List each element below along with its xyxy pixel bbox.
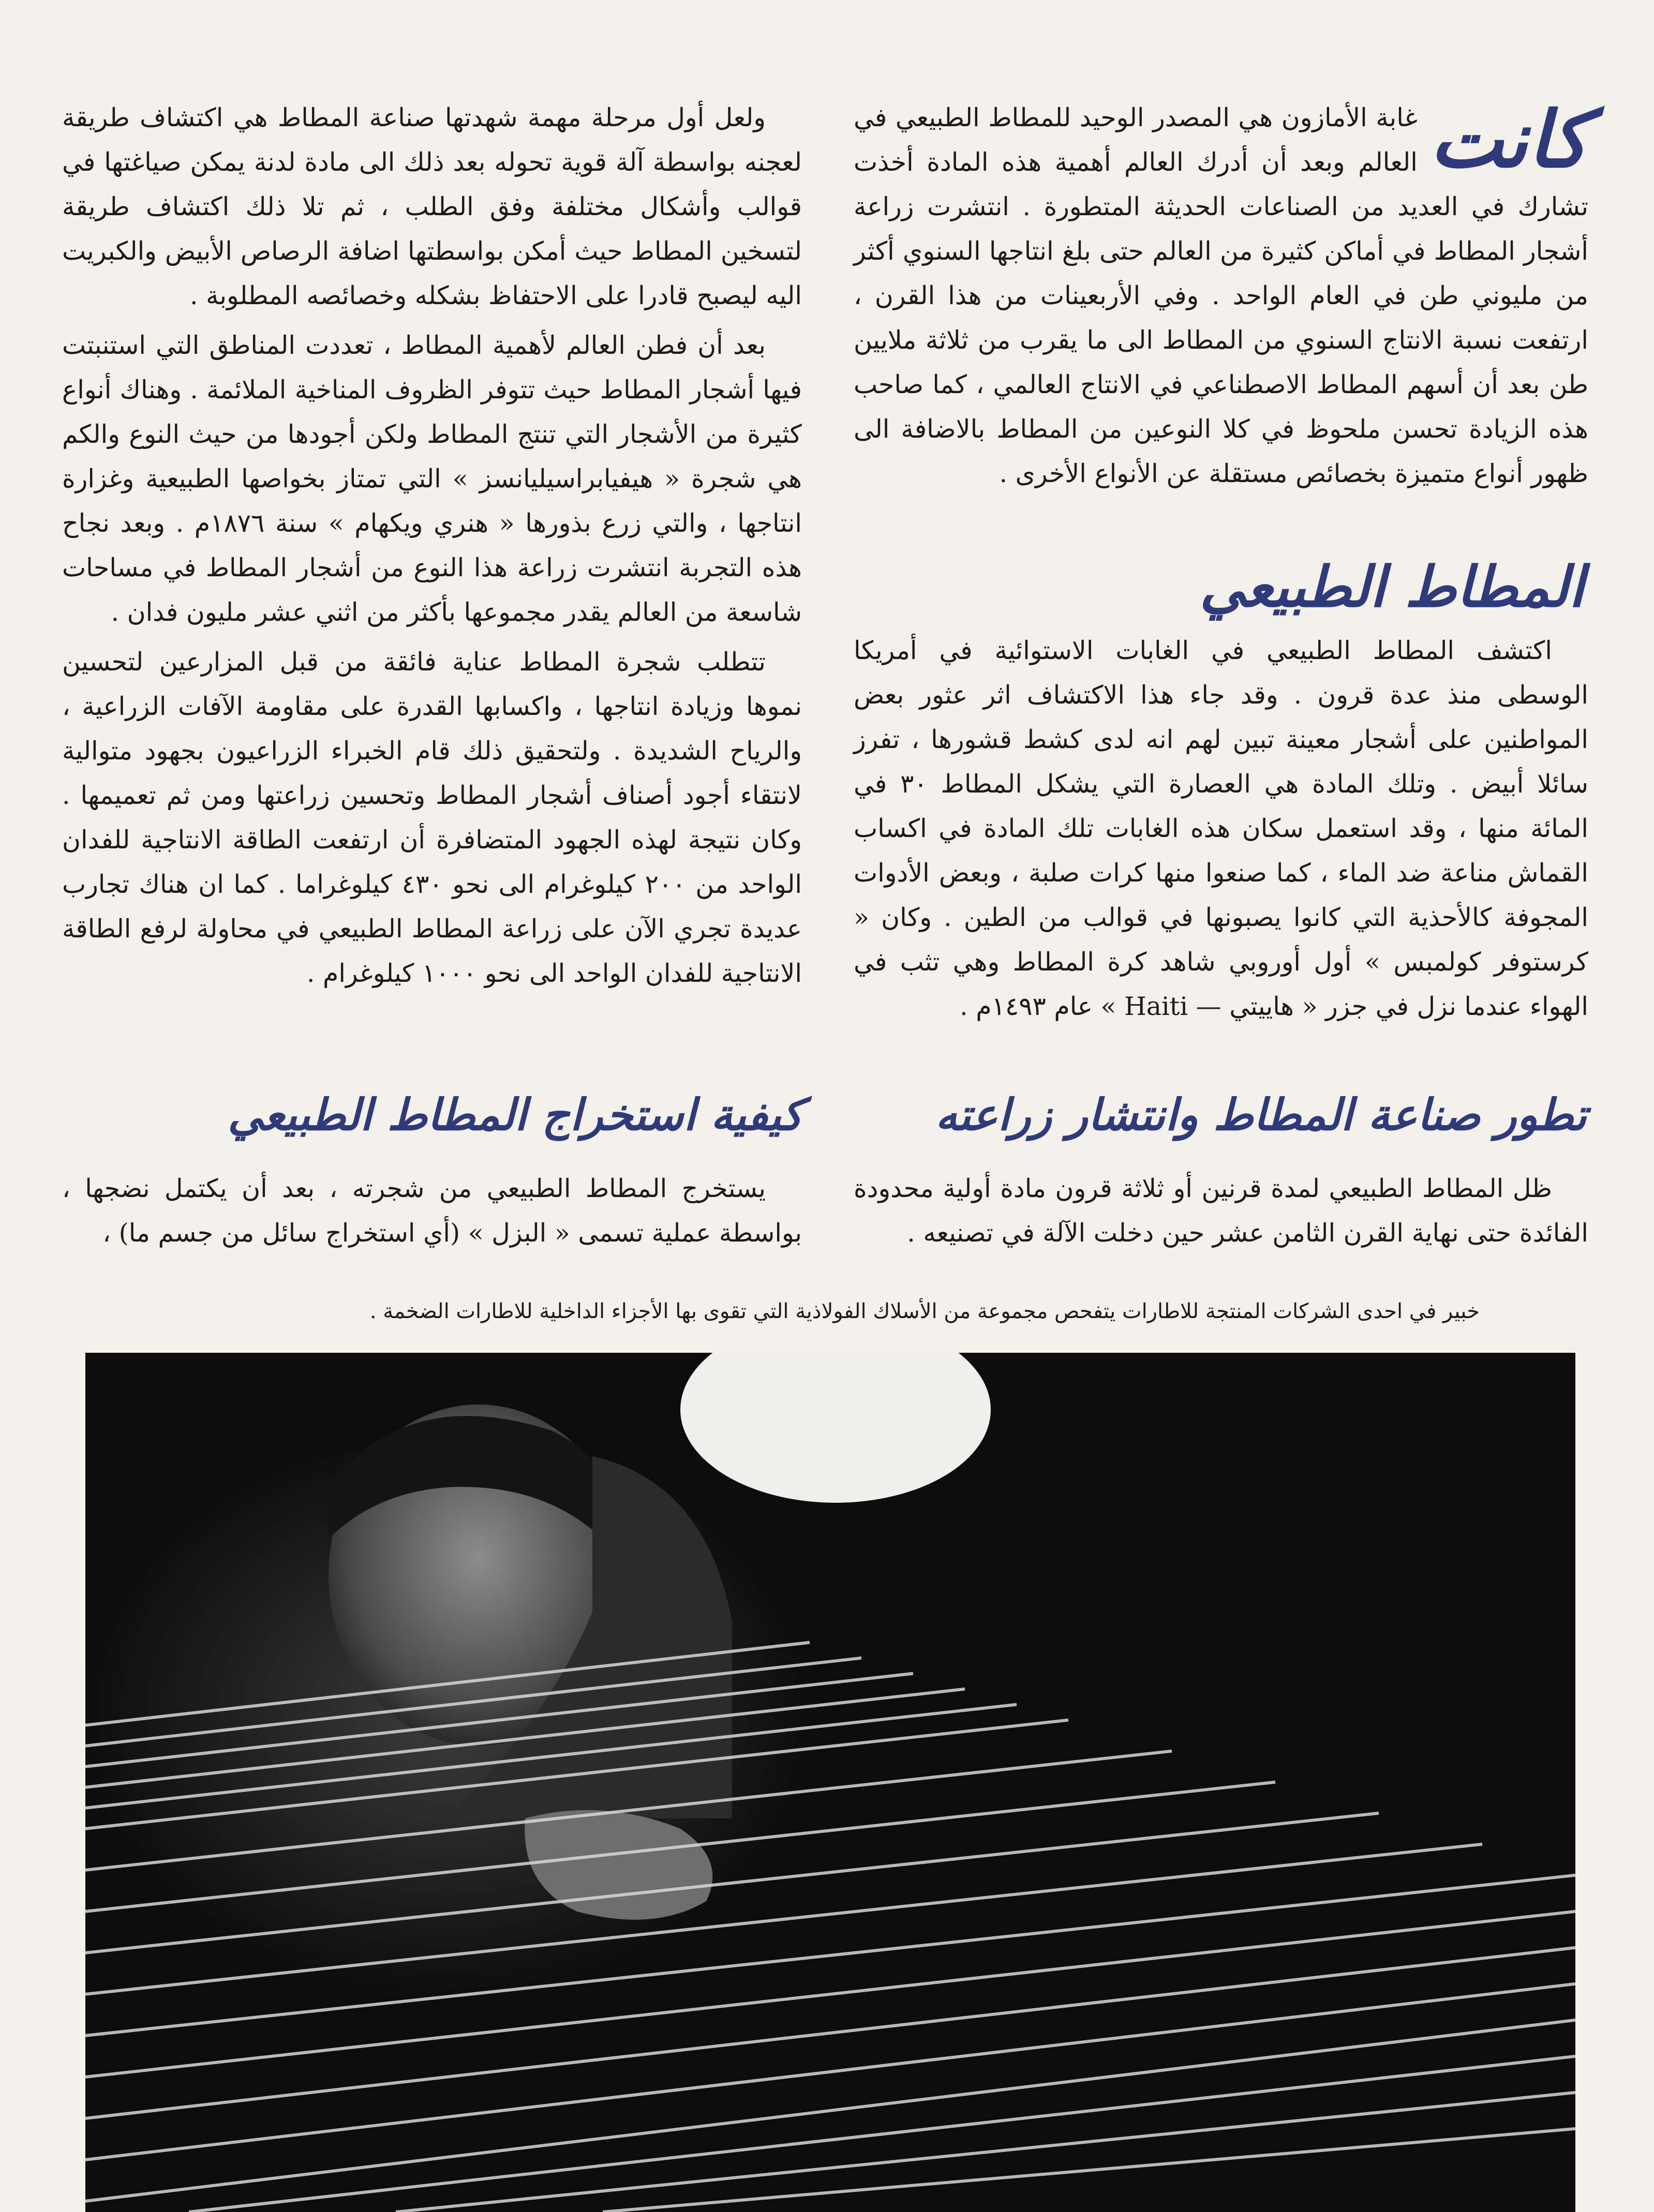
section2-paragraph: ظل المطاط الطبيعي لمدة قرنين أو ثلاثة قرون مادة أولية محدودة الفائدة حتى نهاية القرن الثامن عشر حين دخلت الآلة في تصنيعه . bbox=[854, 1174, 1588, 1248]
section1-column bbox=[854, 629, 1588, 1034]
section3-paragraph: يستخرج المطاط الطبيعي من شجرته ، بعد أن يكتمل نضجها ، بواسطة عملية تسمى « البزل » (أي استخراج سائل من جسم ما) ، bbox=[62, 1174, 802, 1248]
lamp-shade bbox=[680, 1353, 991, 1503]
heading-rubber-industry: تطور صناعة المطاط وانتشار زراعته bbox=[935, 1089, 1587, 1140]
dropcap: كانت bbox=[1429, 94, 1588, 185]
left-column bbox=[62, 96, 802, 1001]
section3-column bbox=[62, 1167, 802, 1261]
intro-column bbox=[854, 96, 1588, 501]
photo-illustration bbox=[85, 1353, 1575, 2212]
photo-tire-expert bbox=[85, 1353, 1575, 2212]
left-paragraph-2: بعد أن فطن العالم لأهمية المطاط ، تعددت المناطق التي استنبتت فيها أشجار المطاط حيث تتوفر الظروف المناخية الملائمة . وهناك أنواع كثيرة من الأشجار التي تنتج المطاط ولكن أجودها من حيث النوع والكم هي شجرة « هيفيابراسيليانسز » التي تمتاز بخواصها الطبيعية وغزارة انتاجها ، والتي زرع بذورها « هنري ويكهام » سنة ١٨٧٦م . وبعد نجاح هذه التجربة انتشرت زراعة هذا النوع من أشجار المطاط في مساحات شاسعة من العالم يقدر مجموعها بأكثر من اثني عشر مليون فدان . bbox=[62, 331, 802, 627]
left-paragraph-1: ولعل أول مرحلة مهمة شهدتها صناعة المطاط هي اكتشاف طريقة لعجنه بواسطة آلة قوية تحوله بعد ذلك الى مادة لدنة يمكن صياغتها في قوالب وأشكال مختلفة وفق الطلب ، ثم تلا ذلك اكتشاف طريقة لتسخين المطاط حيث أمكن بواسطتها اضافة الرصاص الأبيض والكبريت اليه ليصبح قادرا على الاحتفاظ بشكله وخصائصه المطلوبة . bbox=[62, 103, 802, 310]
section2-column bbox=[854, 1167, 1588, 1261]
photo-caption: خبير في احدى الشركات المنتجة للاطارات يتفحص مجموعة من الأسلاك الفولاذية التي تقوى بها الأجزاء الداخلية للاطارات الضخمة . bbox=[369, 1299, 1480, 1323]
left-paragraph-3: تتطلب شجرة المطاط عناية فائقة من قبل المزارعين لتحسين نموها وزيادة انتاجها ، واكسابها القدرة على مقاومة الآفات الزراعية ، والرياح الشديدة . ولتحقيق ذلك قام الخبراء الزراعيون بجهود متوالية لانتقاء أجود أصناف أشجار المطاط وتحسين زراعتها ومن ثم تعميمها . وكان نتيجة لهذه الجهود المتضافرة أن ارتفعت الطاقة الانتاجية للفدان الواحد من ٢٠٠ كيلوغرام الى نحو ٤٣٠ كيلوغراما . كما ان هناك تجارب عديدة تجري الآن على زراعة المطاط الطبيعي في محاولة لرفع الطاقة الانتاجية للفدان الواحد الى نحو ١٠٠٠ كيلوغرام . bbox=[62, 647, 802, 988]
section1-paragraph: اكتشف المطاط الطبيعي في الغابات الاستوائية في أمريكا الوسطى منذ عدة قرون . وقد جاء هذا الاكتشاف اثر عثور بعض المواطنين على أشجار معينة تبين لهم انه لدى كشط قشورها ، تفرز سائلا أبيض . وتلك المادة هي العصارة التي يشكل المطاط ٣٠ في المائة منها ، وقد استعمل سكان هذه الغابات تلك المادة في اكساب القماش مناعة ضد الماء ، كما صنعوا منها كرات صلبة ، وبعض الأدوات المجوفة كالأحذية التي كانوا يصبونها في قوالب من الطين . وكان « كرستوفر كولمبس » أول أوروبي شاهد كرة المطاط وهي تثب في الهواء عندما نزل في جزر « هاييتي — Haiti » عام ١٤٩٣م . bbox=[854, 636, 1589, 1021]
heading-natural-rubber: المطاط الطبيعي bbox=[1199, 555, 1584, 620]
steel-wires bbox=[85, 1642, 1575, 2212]
intro-paragraph: غابة الأمازون هي المصدر الوحيد للمطاط الطبيعي في العالم وبعد أن أدرك العالم أهمية هذه المادة أخذت تشارك في العديد من الصناعات الحديثة المتطورة . انتشرت زراعة أشجار المطاط في أماكن كثيرة من العالم حتى بلغ انتاجها السنوي أكثر من مليوني طن في العام الواحد . وفي الأربعينات من هذا القرن ، ارتفعت نسبة الانتاج السنوي من المطاط الى ما يقرب من ثلاثة ملايين طن بعد أن أسهم المطاط الاصطناعي في الانتاج العالمي ، كما صاحب هذه الزيادة تحسن ملحوظ في كلا النوعين من المطاط بالاضافة الى ظهور أنواع متميزة بخصائص مستقلة عن الأنواع الأخرى . bbox=[854, 103, 1589, 488]
heading-extraction: كيفية استخراج المطاط الطبيعي bbox=[228, 1089, 803, 1140]
